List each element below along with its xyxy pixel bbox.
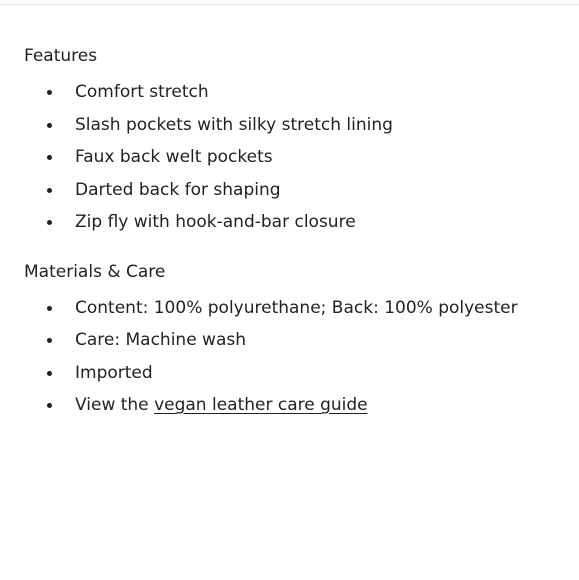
list-item-text: Content: 100% polyurethane; Back: 100% polyester (75, 297, 518, 318)
care-guide-prefix: View the (75, 395, 155, 415)
list-item (24, 206, 564, 239)
list-item (24, 76, 564, 109)
list-item-text: Zip fly with hook-and-bar closure (75, 212, 356, 232)
list-item-text: Darted back for shaping (75, 179, 281, 200)
bullet-icon (47, 338, 52, 343)
list-item (24, 292, 564, 325)
bullet-icon (47, 90, 52, 95)
product-details (24, 44, 564, 422)
bullet-icon (47, 403, 52, 408)
list-item-text: Care: Machine wash (75, 330, 247, 350)
bullet-icon (47, 155, 52, 160)
list-item-text: Slash pockets with silky stretch lining (75, 114, 393, 135)
features-list (24, 76, 564, 239)
bullet-icon (47, 371, 52, 376)
list-item-text: Faux back welt pockets (75, 147, 273, 167)
materials-list (24, 292, 564, 422)
bullet-icon (47, 220, 52, 225)
bullet-icon (47, 306, 52, 311)
list-item (24, 109, 564, 142)
top-divider (0, 4, 579, 5)
materials-care-heading: Materials & Care (24, 261, 166, 282)
features-heading: Features (24, 46, 98, 66)
list-item (24, 357, 564, 390)
list-item (24, 174, 564, 207)
list-item-text: Comfort stretch (75, 82, 209, 102)
materials-care-section (24, 260, 564, 422)
bullet-icon (47, 188, 52, 193)
care-guide-link[interactable]: vegan leather care guide (154, 395, 368, 415)
list-item (24, 141, 564, 174)
features-section (24, 44, 564, 239)
care-guide-item (24, 389, 564, 422)
list-item (24, 324, 564, 357)
list-item-text: Imported (75, 362, 153, 383)
bullet-icon (47, 123, 52, 128)
